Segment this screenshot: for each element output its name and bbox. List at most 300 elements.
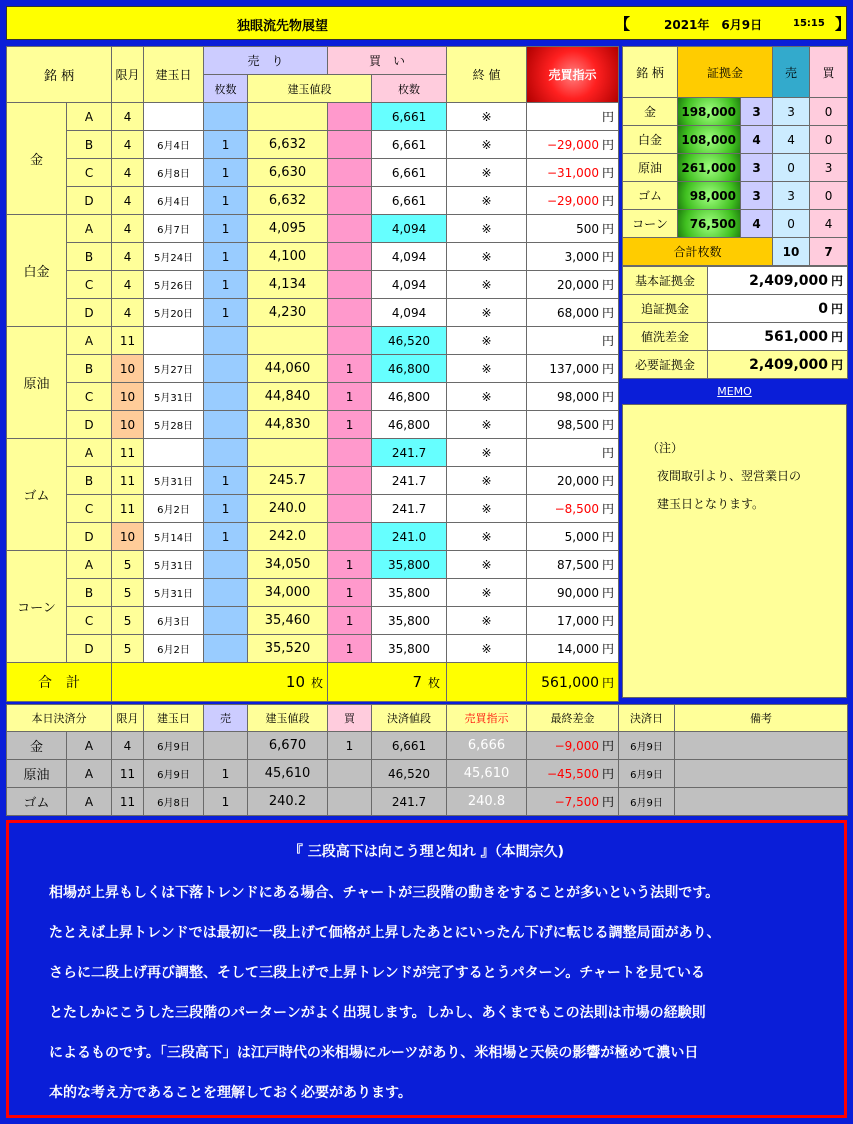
position-row (7, 271, 619, 299)
entry-price: 34,000 (248, 579, 328, 607)
close-price: 35,800 (372, 635, 447, 663)
pnl-cell (527, 579, 619, 607)
pnl-cell (527, 523, 619, 551)
pnl-cell (527, 131, 619, 159)
contract-month: 4 (112, 299, 144, 327)
summary-label: 追証拠金 (623, 295, 708, 323)
summary-label: 必要証拠金 (623, 351, 708, 379)
contract-key: C (67, 495, 112, 523)
total-amount: 561,000 (541, 674, 600, 691)
position-row (7, 159, 619, 187)
buy-qty (328, 523, 372, 551)
yen-unit: 円 (602, 390, 615, 404)
sell-qty: 1 (204, 523, 248, 551)
settle-buy-qty: 1 (328, 732, 372, 760)
margin-row (623, 182, 848, 210)
trade-instruction: ※ (447, 187, 527, 215)
yen-unit: 円 (602, 446, 615, 460)
contract-key: A (67, 327, 112, 355)
margin-qty: 4 (741, 210, 773, 238)
contract-month: 4 (112, 131, 144, 159)
settle-date: 6月9日 (619, 732, 675, 760)
position-row (7, 243, 619, 271)
close-price: 4,094 (372, 271, 447, 299)
proverb-line: 相場が上昇もしくは下落トレンドにある場合、チャートが三段階の動きをすることが多いという法則です。 (49, 885, 720, 901)
pnl-cell (527, 495, 619, 523)
entry-date: 5月31日 (144, 467, 204, 495)
yen-unit: 円 (602, 306, 615, 320)
margin-total-sell: 10 (773, 238, 810, 266)
settle-key: A (67, 788, 112, 816)
entry-date: 6月4日 (144, 131, 204, 159)
memo-note-line2: 建玉日となります。 (657, 497, 765, 511)
yen-unit: 円 (602, 194, 615, 208)
buy-qty (328, 299, 372, 327)
page-title: 独眼流先物展望 (237, 19, 329, 34)
pnl-cell (527, 299, 619, 327)
yen-unit: 円 (602, 558, 615, 572)
margin-amount: 198,000 (678, 98, 741, 126)
settle-buy-qty (328, 788, 372, 816)
sell-qty: 1 (204, 215, 248, 243)
proverb-line: たとえば上昇トレンドでは最初に一段上げて価格が上昇したあとにいったん下げに転じる調整局面があり、 (49, 925, 721, 941)
settlement-table (6, 704, 848, 816)
col-header-tategyokubi: 建玉日 (144, 47, 204, 103)
total-buy-unit: 枚 (428, 676, 441, 690)
position-row (7, 131, 619, 159)
close-price: 4,094 (372, 215, 447, 243)
margin-row (623, 210, 848, 238)
entry-date (144, 439, 204, 467)
margin-header-sell: 売 (773, 47, 810, 98)
settle-pnl-cell (527, 732, 619, 760)
sell-qty (204, 103, 248, 131)
summary-row (623, 295, 848, 323)
pnl-value: 87,500 (557, 558, 600, 572)
pnl-value: 68,000 (557, 306, 600, 320)
contract-month: 4 (112, 271, 144, 299)
position-row (7, 355, 619, 383)
col-header-buy: 買 い (328, 47, 447, 75)
settle-exit-price: 46,520 (372, 760, 447, 788)
memo-note-label: （注） (647, 441, 684, 455)
settle-row (7, 760, 848, 788)
contract-month: 4 (112, 215, 144, 243)
position-row (7, 579, 619, 607)
buy-qty (328, 271, 372, 299)
entry-price: 35,520 (248, 635, 328, 663)
entry-price: 242.0 (248, 523, 328, 551)
position-row (7, 215, 619, 243)
buy-qty: 1 (328, 635, 372, 663)
settle-instruction: 45,610 (447, 760, 527, 788)
margin-qty: 3 (741, 98, 773, 126)
contract-key: A (67, 551, 112, 579)
settle-header: 売買指示 (447, 705, 527, 732)
sell-qty (204, 439, 248, 467)
settle-commodity: 原油 (7, 760, 67, 788)
contract-month: 10 (112, 411, 144, 439)
margin-amount: 108,000 (678, 126, 741, 154)
settle-entry-price: 45,610 (248, 760, 328, 788)
entry-price: 4,100 (248, 243, 328, 271)
pnl-value: 3,000 (564, 250, 600, 264)
contract-month: 11 (112, 327, 144, 355)
margin-total-label: 合計枚数 (623, 238, 773, 266)
close-price: 35,800 (372, 579, 447, 607)
position-row (7, 187, 619, 215)
buy-qty (328, 439, 372, 467)
contract-key: C (67, 271, 112, 299)
sell-qty (204, 327, 248, 355)
entry-date: 5月31日 (144, 551, 204, 579)
pnl-cell (527, 411, 619, 439)
trade-instruction: ※ (447, 215, 527, 243)
contract-month: 11 (112, 439, 144, 467)
entry-date (144, 327, 204, 355)
buy-qty (328, 103, 372, 131)
contract-key: A (67, 215, 112, 243)
settle-key: A (67, 760, 112, 788)
margin-sell-qty: 3 (773, 182, 810, 210)
entry-date: 5月26日 (144, 271, 204, 299)
buy-qty: 1 (328, 551, 372, 579)
sell-qty: 1 (204, 495, 248, 523)
settle-header: 決済日 (619, 705, 675, 732)
close-price: 46,520 (372, 327, 447, 355)
entry-price (248, 327, 328, 355)
entry-date: 5月14日 (144, 523, 204, 551)
pnl-value: 137,000 (549, 362, 600, 376)
total-label: 合 計 (38, 675, 80, 691)
settle-sell-qty (204, 732, 248, 760)
entry-price: 44,060 (248, 355, 328, 383)
entry-price: 6,630 (248, 159, 328, 187)
contract-key: D (67, 523, 112, 551)
yen-unit: 円 (602, 642, 615, 656)
pnl-cell (527, 327, 619, 355)
commodity-name: 原油 (7, 327, 67, 439)
entry-date: 6月3日 (144, 607, 204, 635)
margin-qty: 3 (741, 182, 773, 210)
report-date: 2021年 6月9日 (664, 18, 763, 32)
trade-instruction: ※ (447, 523, 527, 551)
sell-qty (204, 355, 248, 383)
trade-instruction: ※ (447, 131, 527, 159)
close-price: 4,094 (372, 243, 447, 271)
buy-qty: 1 (328, 383, 372, 411)
pnl-value: −29,000 (546, 138, 600, 152)
contract-key: D (67, 635, 112, 663)
contract-month: 4 (112, 103, 144, 131)
close-price: 241.7 (372, 495, 447, 523)
contract-key: B (67, 467, 112, 495)
memo-title-bar (622, 380, 847, 404)
proverb-box (6, 820, 847, 1118)
buy-qty: 1 (328, 607, 372, 635)
contract-key: C (67, 607, 112, 635)
position-row (7, 551, 619, 579)
settle-sell-qty: 1 (204, 760, 248, 788)
margin-amount: 76,500 (678, 210, 741, 238)
buy-qty: 1 (328, 355, 372, 383)
trade-instruction: ※ (447, 551, 527, 579)
settle-pnl-value: −7,500 (554, 795, 599, 809)
entry-date: 6月8日 (144, 159, 204, 187)
sell-qty: 1 (204, 467, 248, 495)
settle-buy-qty (328, 760, 372, 788)
close-price: 46,800 (372, 383, 447, 411)
pnl-cell (527, 607, 619, 635)
sell-qty: 1 (204, 131, 248, 159)
close-price: 241.0 (372, 523, 447, 551)
summary-row (623, 323, 848, 351)
pnl-value: 98,000 (557, 390, 600, 404)
settle-exit-price: 6,661 (372, 732, 447, 760)
entry-date: 5月20日 (144, 299, 204, 327)
margin-amount: 98,000 (678, 182, 741, 210)
col-header-buy-qty: 枚数 (372, 75, 447, 103)
contract-month: 4 (112, 187, 144, 215)
settle-header: 最終差金 (527, 705, 619, 732)
close-price: 6,661 (372, 187, 447, 215)
position-row (7, 103, 619, 131)
summary-value: 2,409,000 (749, 273, 828, 289)
entry-date: 6月2日 (144, 635, 204, 663)
sell-qty: 1 (204, 271, 248, 299)
pnl-value: −29,000 (546, 194, 600, 208)
col-header-gengetsu: 限月 (112, 47, 144, 103)
settle-entry-price: 240.2 (248, 788, 328, 816)
position-row (7, 467, 619, 495)
entry-date: 6月7日 (144, 215, 204, 243)
contract-month: 4 (112, 243, 144, 271)
margin-qty: 3 (741, 154, 773, 182)
close-price: 6,661 (372, 131, 447, 159)
summary-row (623, 267, 848, 295)
sell-qty (204, 579, 248, 607)
col-header-meigara: 銘 柄 (7, 47, 112, 103)
contract-month: 5 (112, 551, 144, 579)
margin-amount: 261,000 (678, 154, 741, 182)
entry-price: 6,632 (248, 131, 328, 159)
total-label-cell (7, 663, 112, 702)
contract-month: 5 (112, 579, 144, 607)
buy-qty (328, 187, 372, 215)
contract-month: 11 (112, 467, 144, 495)
margin-header-buy: 買 (810, 47, 848, 98)
sell-qty: 1 (204, 299, 248, 327)
proverb-title: 『 三段高下は向こう理と知れ 』（本間宗久) (288, 844, 565, 860)
settle-sell-qty: 1 (204, 788, 248, 816)
trade-instruction: ※ (447, 607, 527, 635)
margin-row (623, 154, 848, 182)
settle-month: 11 (112, 788, 144, 816)
margin-buy-qty: 0 (810, 182, 848, 210)
entry-price: 6,632 (248, 187, 328, 215)
position-row (7, 327, 619, 355)
margin-summary-table (622, 266, 848, 379)
buy-qty (328, 215, 372, 243)
entry-date: 6月2日 (144, 495, 204, 523)
summary-label: 基本証拠金 (623, 267, 708, 295)
contract-month: 4 (112, 159, 144, 187)
settle-header: 買 (328, 705, 372, 732)
settle-entry-price: 6,670 (248, 732, 328, 760)
sell-qty (204, 551, 248, 579)
pnl-value: 20,000 (557, 474, 600, 488)
entry-date: 5月24日 (144, 243, 204, 271)
contract-month: 11 (112, 495, 144, 523)
margin-commodity: ゴム (623, 182, 678, 210)
trade-instruction: ※ (447, 327, 527, 355)
buy-qty: 1 (328, 579, 372, 607)
settle-row (7, 788, 848, 816)
settle-entry-date: 6月9日 (144, 760, 204, 788)
entry-price: 44,830 (248, 411, 328, 439)
contract-key: D (67, 411, 112, 439)
yen-unit: 円 (601, 795, 614, 809)
trade-instruction: ※ (447, 383, 527, 411)
bracket-close: 】 (835, 15, 851, 33)
buy-qty (328, 243, 372, 271)
yen-unit: 円 (602, 586, 615, 600)
pnl-value: −8,500 (554, 502, 600, 516)
contract-month: 10 (112, 383, 144, 411)
buy-qty (328, 131, 372, 159)
position-row (7, 495, 619, 523)
contract-key: B (67, 131, 112, 159)
total-sell-unit: 枚 (311, 676, 324, 690)
settle-note (675, 732, 848, 760)
settle-row (7, 732, 848, 760)
yen-unit: 円 (602, 110, 615, 124)
summary-label: 値洗差金 (623, 323, 708, 351)
settle-month: 4 (112, 732, 144, 760)
memo-title[interactable]: MEMO (717, 385, 752, 398)
col-header-entry-price: 建玉値段 (248, 75, 372, 103)
positions-table (6, 46, 619, 702)
contract-key: A (67, 439, 112, 467)
buy-qty: 1 (328, 411, 372, 439)
yen-unit: 円 (830, 302, 843, 316)
yen-unit: 円 (601, 767, 614, 781)
pnl-cell (527, 187, 619, 215)
contract-key: B (67, 579, 112, 607)
memo-note-line1: 夜間取引より、翌営業日の (657, 469, 802, 483)
settle-note (675, 760, 848, 788)
entry-date: 5月31日 (144, 579, 204, 607)
entry-price: 34,050 (248, 551, 328, 579)
buy-qty (328, 327, 372, 355)
close-price: 46,800 (372, 355, 447, 383)
entry-price: 4,134 (248, 271, 328, 299)
pnl-value: 98,500 (557, 418, 600, 432)
yen-unit: 円 (602, 250, 615, 264)
close-price: 241.7 (372, 467, 447, 495)
yen-unit: 円 (830, 274, 843, 288)
pnl-cell (527, 467, 619, 495)
entry-price: 240.0 (248, 495, 328, 523)
trade-instruction: ※ (447, 439, 527, 467)
entry-date: 6月4日 (144, 187, 204, 215)
entry-price: 245.7 (248, 467, 328, 495)
margin-buy-qty: 3 (810, 154, 848, 182)
margin-commodity: 白金 (623, 126, 678, 154)
total-buy-cell (328, 663, 447, 702)
close-price: 6,661 (372, 103, 447, 131)
entry-date: 5月28日 (144, 411, 204, 439)
yen-unit: 円 (602, 166, 615, 180)
trade-instruction: ※ (447, 103, 527, 131)
entry-date (144, 103, 204, 131)
contract-month: 10 (112, 355, 144, 383)
trade-instruction: ※ (447, 355, 527, 383)
position-row (7, 523, 619, 551)
close-price: 35,800 (372, 607, 447, 635)
settle-date: 6月9日 (619, 788, 675, 816)
contract-key: A (67, 103, 112, 131)
trade-instruction: ※ (447, 495, 527, 523)
summary-value-cell (708, 323, 848, 351)
yen-unit: 円 (602, 474, 615, 488)
pnl-value: 17,000 (557, 614, 600, 628)
yen-unit: 円 (602, 530, 615, 544)
summary-value: 2,409,000 (749, 357, 828, 373)
pnl-cell (527, 159, 619, 187)
pnl-value: 14,000 (557, 642, 600, 656)
pnl-value: 20,000 (557, 278, 600, 292)
settle-note (675, 788, 848, 816)
proverb-line: 本的な考え方であることを理解しておく必要があります。 (49, 1085, 412, 1101)
margin-buy-qty: 0 (810, 98, 848, 126)
pnl-value: 5,000 (564, 530, 600, 544)
settle-header: 建玉値段 (248, 705, 328, 732)
sell-qty (204, 411, 248, 439)
entry-price: 35,460 (248, 607, 328, 635)
contract-month: 5 (112, 635, 144, 663)
margin-sell-qty: 0 (773, 154, 810, 182)
settle-header: 本日決済分 (7, 705, 112, 732)
margin-total-buy: 7 (810, 238, 848, 266)
settle-instruction: 240.8 (447, 788, 527, 816)
margin-qty: 4 (741, 126, 773, 154)
pnl-value: 90,000 (557, 586, 600, 600)
pnl-cell (527, 215, 619, 243)
pnl-cell (527, 635, 619, 663)
col-header-instruction: 売買指示 (527, 47, 619, 103)
margin-panel (622, 46, 847, 379)
trade-instruction: ※ (447, 635, 527, 663)
bracket-open: 【 (615, 15, 631, 33)
close-price: 6,661 (372, 159, 447, 187)
settle-pnl-value: −45,500 (546, 767, 599, 781)
entry-price (248, 103, 328, 131)
position-row (7, 383, 619, 411)
trade-instruction: ※ (447, 579, 527, 607)
yen-unit: 円 (602, 334, 615, 348)
contract-key: C (67, 383, 112, 411)
proverb-line: さらに二段上げ再び調整、そして三段上げで上昇トレンドが完了するとうパターン。チャートを見ている (49, 965, 705, 981)
entry-date: 5月27日 (144, 355, 204, 383)
total-sell-cell (112, 663, 328, 702)
commodity-name: 白金 (7, 215, 67, 327)
trade-instruction: ※ (447, 243, 527, 271)
buy-qty (328, 495, 372, 523)
yen-unit: 円 (601, 739, 614, 753)
col-header-close: 終 値 (447, 47, 527, 103)
proverb-line: によるものです。「三段高下」は江戸時代の米相場にルーツがあり、米相場と天候の影響が極めて濃い日 (49, 1045, 699, 1061)
